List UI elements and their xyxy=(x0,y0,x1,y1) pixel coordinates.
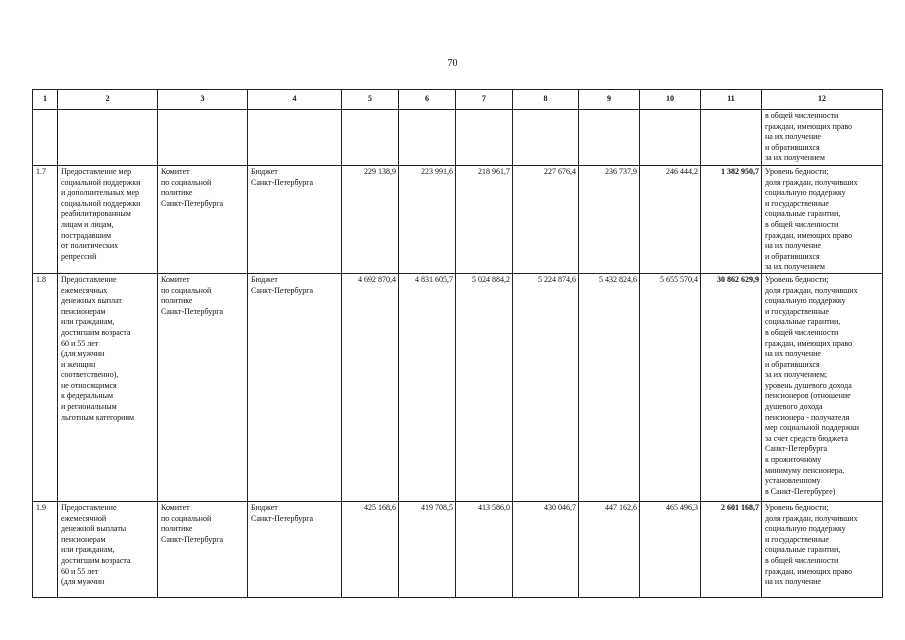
empty-cell xyxy=(513,110,579,166)
empty-cell xyxy=(58,110,158,166)
executor-cell: Комитет по социальной политике Санкт-Петербурга xyxy=(158,166,248,274)
row-index: 1.9 xyxy=(33,501,58,597)
empty-cell xyxy=(701,110,762,166)
row-index: 1.7 xyxy=(33,166,58,274)
value-cell: 419 708,5 xyxy=(399,501,456,597)
page-number: 70 xyxy=(447,58,458,69)
empty-cell xyxy=(640,110,701,166)
header-cell: 1 xyxy=(33,90,58,110)
value-cell: 229 138,9 xyxy=(342,166,399,274)
program-table-wrapper xyxy=(32,89,882,598)
total-cell: 2 601 168,7 xyxy=(701,501,762,597)
total-cell: 30 862 629,9 xyxy=(701,273,762,501)
value-cell: 447 162,6 xyxy=(579,501,640,597)
header-cell: 11 xyxy=(701,90,762,110)
source-cell: Бюджет Санкт-Петербурга xyxy=(248,501,342,597)
table-row xyxy=(33,501,883,597)
value-cell: 430 046,7 xyxy=(513,501,579,597)
empty-cell xyxy=(399,110,456,166)
value-cell: 218 961,7 xyxy=(456,166,513,274)
indicators-cell: Уровень бедности; доля граждан, получивших социальную поддержку и государственные социальные гарантии, в общей численности граждан, имеющих право на их получение xyxy=(762,501,883,597)
header-cell: 10 xyxy=(640,90,701,110)
row-index: 1.8 xyxy=(33,273,58,501)
value-cell: 236 737,9 xyxy=(579,166,640,274)
empty-cell xyxy=(158,110,248,166)
value-cell: 5 024 884,2 xyxy=(456,273,513,501)
header-cell: 9 xyxy=(579,90,640,110)
measure-cell: Предоставление ежемесячной денежной выплаты пенсионерам или гражданам, достигшим возраста 60 и 55 лет (для мужчин xyxy=(58,501,158,597)
indicators-cell: Уровень бедности; доля граждан, получивших социальную поддержку и государственные социальные гарантии, в общей численности граждан, имеющих право на их получение и обратившихся за их получением; уровень душевого дохода пенсионеров (отношение душевого дохода пенсионера - получателя мер социальной поддержки за счет средств бюджета Санкт-Петербурга к прожиточному минимуму пенсионера, установленному в Санкт-Петербурге) xyxy=(762,273,883,501)
value-cell: 227 676,4 xyxy=(513,166,579,274)
header-cell: 4 xyxy=(248,90,342,110)
table-row-continuation xyxy=(33,110,883,166)
value-cell: 4 692 870,4 xyxy=(342,273,399,501)
measure-cell: Предоставление ежемесячных денежных выплат пенсионерам или гражданам, достигшим возраста 60 и 55 лет (для мужчин и женщин соответственно), не относящимся к федеральным и региональным льготным категориям xyxy=(58,273,158,501)
header-cell: 5 xyxy=(342,90,399,110)
indicators-cell: в общей численности граждан, имеющих право на их получение и обратившихся за их получением xyxy=(762,110,883,166)
empty-cell xyxy=(248,110,342,166)
header-cell: 12 xyxy=(762,90,883,110)
value-cell: 465 496,3 xyxy=(640,501,701,597)
executor-cell: Комитет по социальной политике Санкт-Петербурга xyxy=(158,501,248,597)
measure-cell: Предоставление мер социальной поддержки и дополнительных мер социальной поддержки реабилитированным лицам и лицам, пострадавшим от политических репрессий xyxy=(58,166,158,274)
header-cell: 6 xyxy=(399,90,456,110)
value-cell: 413 586,0 xyxy=(456,501,513,597)
value-cell: 5 432 824,6 xyxy=(579,273,640,501)
value-cell: 425 168,6 xyxy=(342,501,399,597)
table-row xyxy=(33,273,883,501)
value-cell: 5 655 570,4 xyxy=(640,273,701,501)
executor-cell: Комитет по социальной политике Санкт-Петербурга xyxy=(158,273,248,501)
value-cell: 4 831 605,7 xyxy=(399,273,456,501)
total-cell: 1 382 950,7 xyxy=(701,166,762,274)
header-cell: 7 xyxy=(456,90,513,110)
header-row xyxy=(33,90,883,110)
program-table xyxy=(32,89,883,598)
table-row xyxy=(33,166,883,274)
header-cell: 8 xyxy=(513,90,579,110)
source-cell: Бюджет Санкт-Петербурга xyxy=(248,273,342,501)
header-cell: 3 xyxy=(158,90,248,110)
header-cell: 2 xyxy=(58,90,158,110)
empty-cell xyxy=(342,110,399,166)
value-cell: 246 444,2 xyxy=(640,166,701,274)
empty-cell xyxy=(33,110,58,166)
empty-cell xyxy=(456,110,513,166)
empty-cell xyxy=(579,110,640,166)
indicators-cell: Уровень бедности; доля граждан, получивших социальную поддержку и государственные социальные гарантии, в общей численности граждан, имеющих право на их получение и обратившихся за их получением xyxy=(762,166,883,274)
value-cell: 5 224 874,6 xyxy=(513,273,579,501)
source-cell: Бюджет Санкт-Петербурга xyxy=(248,166,342,274)
value-cell: 223 991,6 xyxy=(399,166,456,274)
